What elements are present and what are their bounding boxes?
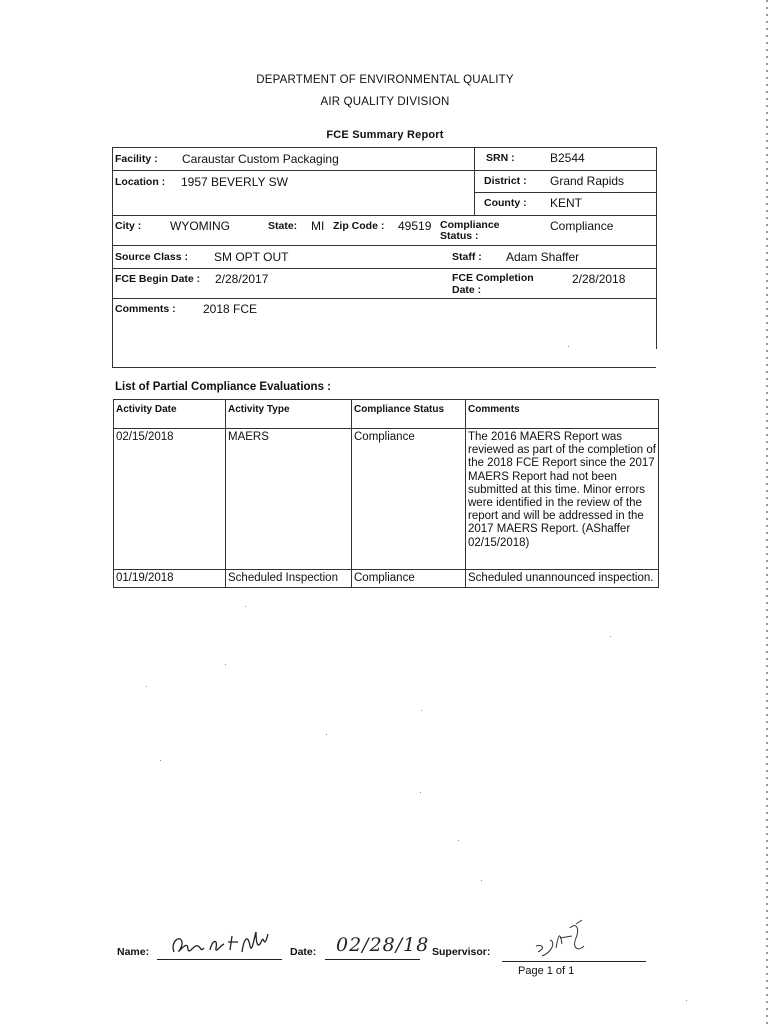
- name-signature: [168, 928, 278, 960]
- activity-date-cell: 02/15/2018: [114, 429, 226, 570]
- department-heading: DEPARTMENT OF ENVIRONMENTAL QUALITY: [256, 74, 514, 86]
- compliance-status-value: Compliance: [550, 219, 614, 233]
- compliance-status-cell: Compliance: [352, 570, 466, 588]
- facility-label: Facility :: [115, 153, 158, 165]
- name-label: Name:: [117, 946, 150, 958]
- column-header: Comments: [466, 400, 659, 429]
- table-row: [114, 429, 659, 570]
- zip-label: Zip Code :: [333, 220, 385, 232]
- supervisor-signature: [532, 918, 592, 962]
- activity-type-cell: MAERS: [226, 429, 352, 570]
- column-header: Activity Type: [226, 400, 352, 429]
- district-value: Grand Rapids: [550, 174, 625, 188]
- pce-table: [113, 399, 659, 588]
- comments-cell: Scheduled unannounced inspection.: [466, 570, 659, 588]
- supervisor-label: Supervisor:: [432, 946, 491, 958]
- column-header: Activity Date: [114, 400, 226, 429]
- srn-label: SRN :: [486, 152, 515, 164]
- date-label: Date:: [290, 946, 317, 958]
- compliance-status-label: Compliance Status :: [440, 219, 500, 242]
- activity-date-cell: 01/19/2018: [114, 570, 226, 588]
- division-heading: AIR QUALITY DIVISION: [320, 96, 450, 108]
- source-class-value: SM OPT OUT: [214, 250, 289, 264]
- city-label: City :: [115, 220, 142, 232]
- comments-label: Comments :: [115, 303, 176, 315]
- fce-begin-label: FCE Begin Date :: [115, 273, 201, 285]
- report-title: FCE Summary Report: [326, 129, 444, 141]
- source-class-label: Source Class :: [115, 251, 188, 263]
- srn-value: B2544: [550, 151, 585, 165]
- date-handwritten: 02/28/18: [336, 934, 430, 956]
- activity-type-cell: Scheduled Inspection: [226, 570, 352, 588]
- pce-list-title: List of Partial Compliance Evaluations :: [115, 381, 331, 393]
- staff-value: Adam Shaffer: [506, 250, 580, 264]
- county-value: KENT: [550, 196, 583, 210]
- compliance-status-cell: Compliance: [352, 429, 466, 570]
- state-label: State:: [268, 220, 298, 232]
- county-label: County :: [484, 197, 527, 209]
- fce-completion-value: 2/28/2018: [572, 272, 626, 286]
- state-value: MI: [311, 219, 325, 233]
- fce-completion-label: FCE Completion Date :: [452, 272, 534, 296]
- location-label: Location :: [115, 176, 166, 188]
- staff-label: Staff :: [452, 251, 482, 263]
- facility-name: Caraustar Custom Packaging: [182, 152, 339, 166]
- table-row: [114, 570, 659, 588]
- fce-begin-value: 2/28/2017: [215, 272, 269, 286]
- page-number: Page 1 of 1: [518, 965, 575, 977]
- pce-table-header: [114, 400, 659, 429]
- district-label: District :: [484, 175, 527, 187]
- comments-cell: The 2016 MAERS Report was reviewed as part of the completion of the 2018 FCE Report since the 2017 MAERS Report had not been submitted at this time. Minor errors were identified in the review of the report and will be addressed in the 2017 MAERS Report. (AShaffer 02/15/2018): [466, 429, 659, 570]
- column-header: Compliance Status: [352, 400, 466, 429]
- scan-edge: [766, 0, 768, 1024]
- comments-value: 2018 FCE: [203, 302, 258, 316]
- zip-value: 49519: [398, 219, 432, 233]
- location-value: 1957 BEVERLY SW: [181, 175, 288, 189]
- city-value: WYOMING: [170, 219, 230, 233]
